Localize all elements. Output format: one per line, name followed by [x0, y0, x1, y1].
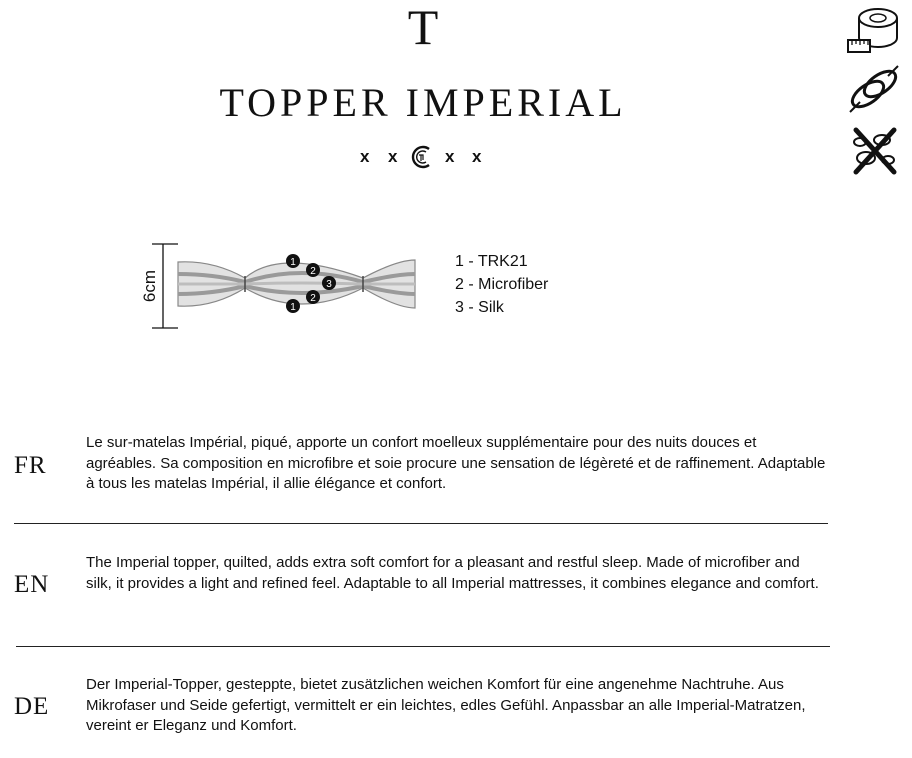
rating-mark: x [445, 147, 455, 166]
layer-marker-1 [286, 254, 300, 268]
page-title: TOPPER IMPERIAL [219, 80, 627, 125]
lang-code-en: EN [14, 571, 50, 598]
lang-code-de: DE [14, 693, 50, 720]
c-monogram-icon [407, 142, 437, 172]
layer-legend [455, 250, 548, 319]
rating-mark: x [388, 147, 398, 166]
lang-code-fr: FR [14, 452, 47, 479]
svg-text:2: 2 [310, 293, 316, 304]
description-de: Der Imperial-Topper, gesteppte, bietet zusätzlichen weichen Komfort für eine angenehme Nachtruhe. Aus Mikrofaser und Seide gefertigt, vermittelt er ein leichtes, edles Gefühl. Anpassbar an alle Imperial-Matratzen, vereint er Eleganz und Komfort. [86, 676, 806, 734]
description-fr: Le sur-matelas Impérial, piqué, apporte un confort moelleux supplémentaire pour des nuits douces et agréables. Sa composition en microfibre et soie procure une sensation de légèreté et de raffinement. Adaptable à tous les matelas Impérial, il allie élégance et confort. [86, 434, 826, 492]
legend-item: 1 - TRK21 [455, 253, 528, 270]
no-mites-icon [846, 124, 904, 178]
divider [14, 523, 828, 524]
tape-measure-icon [846, 4, 902, 56]
double-ring-icon [846, 62, 902, 116]
legend-item: 3 - Silk [455, 299, 504, 316]
comfort-rating [355, 142, 495, 172]
divider [16, 646, 830, 647]
svg-text:3: 3 [326, 279, 332, 290]
rating-mark: x [472, 147, 482, 166]
svg-text:1: 1 [290, 257, 296, 268]
layer-marker-3 [322, 276, 336, 290]
height-label: 6cm [140, 269, 159, 303]
layer-diagram [135, 238, 435, 338]
feature-icons [840, 0, 906, 190]
description-en: The Imperial topper, quilted, adds extra soft comfort for a pleasant and restful sleep. Made of microfiber and silk, it provides a light and refined feel. Adaptable to all Imperial mattresses, it combines elegance and comfort. [86, 554, 819, 592]
layer-marker-2 [306, 290, 320, 304]
legend-item: 2 - Microfiber [455, 276, 549, 293]
layer-marker-1 [286, 299, 300, 313]
svg-text:1: 1 [290, 302, 296, 313]
brand-logo-letter: T [407, 0, 439, 55]
rating-mark: x [360, 147, 370, 166]
layer-marker-2 [306, 263, 320, 277]
svg-text:2: 2 [310, 266, 316, 277]
